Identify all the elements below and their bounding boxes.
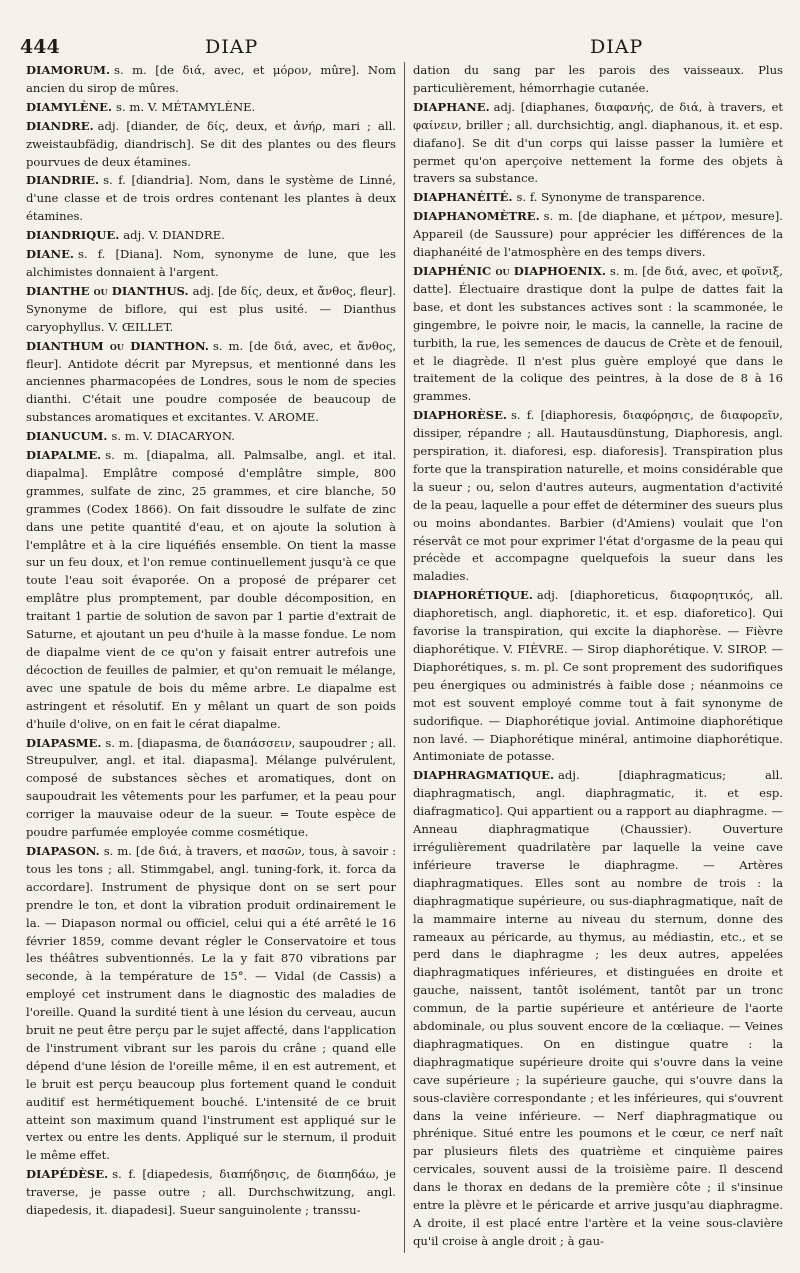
entry-text: adj. V. DIANDRE. xyxy=(123,228,225,243)
entry-text: s. f. [diandria]. Nom, dans le système de Linné, d'une classe et de trois ordres contenant les plantes à deux étamines. xyxy=(26,173,396,224)
dictionary-entry xyxy=(26,172,396,226)
right-running-title: DIAP xyxy=(590,36,644,58)
entry-text: s. m. [de διά, à travers, et πασῶν, tous, à savoir : tous les tons ; all. Stimmgabel, angl. tuning-fork, it. forca da accordare]. Instrument de physique dont on se sert pour prendre le ton, et dont la vibration produit ordinairement le la. — Diapason normal ou officiel, celui qui a été arrêté le 16 février 1859, comme devant régler le Conservatoire et tous les théâtres subventionnés. Le la y fait 870 vibrations par seconde, à la température de 15°. — Vidal (de Cassis) a employé cet instrument dans le diagnostic des maladies de l'oreille. Quand la surdité tient à une lésion du cerveau, aucun bruit ne peut être perçu par le sujet affecté, dans l'application de l'instrument vibrant sur les parois du crâne ; quand elle dépend d'une lésion de l'oreille même, il en est autrement, et le bruit est perçu beaucoup plus fortement quand le conduit auditif est hermétiquement bouché. L'intensité de ce bruit atteint son maximum quand l'instrument est appliqué sur le vertex ou entre les dents. Appliqué sur le sternum, il produit le même effet. xyxy=(26,843,396,1163)
entry-text: s. f. [diapedesis, διαπήδησις, de διαπηδάω, je traverse, je passe outre ; all. Durchschwitzung, angl. diapedesis, it. diapadesi]. Sueur sanguinolente ; transsu- xyxy=(26,1167,396,1218)
entry-headword: DIANTHUM ou DIANTHON. xyxy=(26,338,209,353)
entry-text: s. m. V. MÉTAMYLÈNE. xyxy=(116,99,256,114)
dictionary-entry xyxy=(26,1166,396,1220)
page-number: 444 xyxy=(20,36,60,58)
entry-text: s. f. [Diana]. Nom, synonyme de lune, que les alchimistes donnaient à l'argent. xyxy=(26,247,396,279)
dictionary-entry xyxy=(413,407,783,586)
dictionary-entry xyxy=(413,208,783,262)
entry-headword: DIAPHORÉTIQUE. xyxy=(413,588,533,603)
entry-text: adj. [de δίς, deux, et ἄνθος, fleur]. Synonyme de biflore, qui est plus usité. — Dianthus caryophyllus. V. ŒILLET. xyxy=(26,283,396,334)
dictionary-entry xyxy=(26,62,396,98)
entry-headword: DIAPÉDÈSE. xyxy=(26,1167,109,1182)
entry-text: s. f. Synonyme de transparence. xyxy=(516,190,706,205)
entry-headword: DIAPHANE. xyxy=(413,99,490,114)
entry-text: s. m. V. DIACARYON. xyxy=(111,429,235,444)
dictionary-entry xyxy=(413,587,783,766)
entry-headword: DIANUCUM. xyxy=(26,429,108,444)
entry-text: s. m. [de διά, avec, et φοῖνιξ, datte]. Électuaire drastique dont la pulpe de dattes fait la base, et dont les substances actives sont : la scammonée, le gingembre, le poivre noir, le macis, la cannelle, la racine de turbith, la rue, les semences de daucus de Crète et de fenouil, et le diagrède. Il n'est plus guère employé que dans le traitement de la colique des peintres, à la dose de 8 à 16 grammes. xyxy=(413,263,783,404)
column-divider xyxy=(404,62,405,1253)
entry-text: s. m. [de διά, avec, et ἄνθος, fleur]. Antidote décrit par Myrepsus, et mentionné dans les anciennes pharmacopées de Londres, sous le nom de species dianthi. C'était une poudre composée de beaucoup de substances aromatiques et excitantes. V. AROME. xyxy=(26,338,396,425)
entry-headword: DIAPASME. xyxy=(26,735,102,750)
entry-headword: DIANDRIQUE. xyxy=(26,228,120,243)
dictionary-entry xyxy=(26,118,396,172)
entry-text: adj. [diander, de δίς, deux, et ἀνήρ, mari ; all. zweistaubfädig, diandrisch]. Se dit des plantes ou des fleurs pourvues de deux étamines. xyxy=(26,118,396,169)
dictionary-entry xyxy=(413,99,783,189)
dictionary-entry xyxy=(26,338,396,428)
entry-headword: DIAMYLÈNE. xyxy=(26,99,113,114)
right-column xyxy=(413,62,783,1267)
entry-headword: DIAPHANÉITÉ. xyxy=(413,190,513,205)
entry-text: s. m. [de διά, avec, et μόρον, mûre]. Nom ancien du sirop de mûres. xyxy=(26,63,396,95)
dictionary-entry xyxy=(26,447,396,734)
entry-text: s. m. [diapasma, de διαπάσσειν, saupoudrer ; all. Streupulver, angl. et ital. diapasma]. Mélange pulvérulent, composé de substances sèches et aromatiques, dont on saupoudrait les vêtements pour les parfumer, et la peau pour corriger la mauvaise odeur de la sueur. = Toute espèce de poudre parfumée employée comme cosmétique. xyxy=(26,735,396,840)
dictionary-entry xyxy=(26,246,396,282)
dictionary-entry xyxy=(413,189,783,207)
entry-headword: DIAPASON. xyxy=(26,843,100,858)
entry-headword: DIANE. xyxy=(26,247,74,262)
dictionary-entry xyxy=(26,283,396,337)
entry-headword: DIAPALME. xyxy=(26,448,102,463)
running-header xyxy=(20,36,786,62)
left-running-title: DIAP xyxy=(205,36,259,58)
entry-text: adj. [diaphoreticus, διαφορητικός, all. diaphoretisch, angl. diaphoretic, it. et esp. diaforetico]. Qui favorise la transpiration, qui excite la diaphorèse. — Fièvre diaphorétique. V. FIÈVRE. — Sirop diaphorétique. V. SIROP. — Diaphorétiques, s. m. pl. Ce sont proprement des sudorifiques peu énergiques ou administrés à faible dose ; néanmoins ce mot est souvent employé comme tout à fait synonyme de sudorifique. — Diaphorétique jovial. Antimoine diaphorétique non lavé. — Diaphorétique minéral, antimoine diaphorétique. Antimoniate de potasse. xyxy=(413,588,783,764)
dictionary-entry xyxy=(413,263,783,406)
entry-text: dation du sang par les parois des vaisseaux. Plus particulièrement, hémorrhagie cutanée. xyxy=(413,63,783,95)
entry-text: adj. [diaphragmaticus; all. diaphragmatisch, angl. diaphragmatic, it. et esp. diafragmatico]. Qui appartient ou a rapport au diaphragme. — Anneau diaphragmatique (Chaussier). Ouverture irrégulièrement quadrilatère par laquelle la veine cave inférieure traverse le diaphragme. — Artères diaphragmatiques. Elles sont au nombre de trois : la diaphragmatique supérieure, ou sus-diaphragmatique, naît de la mammaire interne au niveau du sternum, donne des rameaux au péricarde, au thymus, au médiastin, etc., et se perd dans le diaphragme ; les deux autres, appelées diaphragmatiques inférieures, et distinguées en droite et gauche, naissent, tantôt isolément, tantôt par un tronc commun, de la partie supérieure et antérieure de l'aorte abdominale, ou plus souvent encore de la cœliaque. — Veines diaphragmatiques. On en distingue quatre : la diaphragmatique supérieure droite qui s'ouvre dans la veine cave supérieure ; la supérieure gauche, qui s'ouvre dans la sous-clavière correspondante ; et les inférieures, qui s'ouvrent dans la veine inférieure. — Nerf diaphragmatique ou phrénique. Situé entre les poumons et le cœur, ce nerf naît par plusieurs filets des quatrième et cinquième paires cervicales, souvent aussi de la troisième paire. Il descend dans le thorax en dedans de la première côte ; il s'insinue entre la plèvre et le péricarde et arrive jusqu'au diaphragme. A droite, il est placé entre l'artère et la veine sous-clavière qu'il croise à angle droit ; à gau- xyxy=(413,768,783,1248)
dictionary-entry xyxy=(26,843,396,1165)
dictionary-entry xyxy=(26,428,396,446)
entry-headword: DIANDRIE. xyxy=(26,173,100,188)
dictionary-entry xyxy=(26,227,396,245)
entry-headword: DIANDRE. xyxy=(26,118,94,133)
entry-headword: DIANTHE ou DIANTHUS. xyxy=(26,283,189,298)
entry-headword: DIAMORUM. xyxy=(26,63,111,77)
entry-text: adj. [diaphanes, διαφανής, de διά, à travers, et φαίνειν, briller ; all. durchsichtig, angl. diaphanous, it. et esp. diafano]. Se dit d'un corps qui laisse passer la lumière et permet qu'on aperçoive nettement la forme des objets à travers sa substance. xyxy=(413,99,783,186)
dictionary-entry xyxy=(413,767,783,1250)
entry-headword: DIAPHANOMÈTRE. xyxy=(413,209,540,224)
left-column xyxy=(26,62,396,1267)
entry-headword: DIAPHRAGMATIQUE. xyxy=(413,768,555,783)
entry-text: s. m. [diapalma, all. Palmsalbe, angl. et ital. diapalma]. Emplâtre composé d'emplâtre simple, 800 grammes, sulfate de zinc, 25 grammes, et cire blanche, 50 grammes (Codex 1866). On fait dissoudre le sulfate de zinc dans une petite quantité d'eau, et on ajoute la solution à l'emplâtre et à la cire liquéfiés ensemble. On tient la masse sur un feu doux, et l'on remue continuellement jusqu'à ce que toute l'eau soit évaporée. On a proposé de préparer cet emplâtre plus promptement, par double décomposition, en traitant 1 partie de solution de savon par 1 partie d'extrait de Saturne, et ajoutant un peu d'huile à la masse fondue. Le nom de diapalme vient de ce qu'on y faisait entrer autrefois une décoction de feuilles de palmier, et qu'on remuait le mélange, avec une spatule de bois du même arbre. Le diapalme est astringent et résolutif. En y mêlant un quart de son poids d'huile d'olive, on en fait le cérat diapalme. xyxy=(26,448,396,731)
dictionary-entry xyxy=(413,62,783,98)
dictionary-entry xyxy=(26,735,396,842)
dictionary-entry xyxy=(26,99,396,117)
entry-headword: DIAPHÉNIC ou DIAPHOENIX. xyxy=(413,263,606,278)
entry-headword: DIAPHORÈSE. xyxy=(413,408,507,423)
entry-text: s. m. [de diaphane, et μέτρον, mesure]. Appareil (de Saussure) pour apprécier les différences de la diaphanéité de l'atmosphère en des temps divers. xyxy=(413,209,783,260)
entry-text: s. f. [diaphoresis, διαφόρησις, de διαφορεῖν, dissiper, répandre ; all. Hautausdünstung, Diaphoresis, angl. perspiration, it. diaforesi, esp. diaforesis]. Transpiration plus forte que la transpiration naturelle, et moins considérable que la sueur ; ou, selon d'autres auteurs, augmentation d'activité de la peau, laquelle a pour effet de déterminer des sueurs plus ou moins abondantes. Barbier (d'Amiens) voulait que l'on réservât ce mot pour exprimer l'état d'orgasme de la peau qui précède et accompagne quelquefois la sueur dans les maladies. xyxy=(413,408,783,584)
